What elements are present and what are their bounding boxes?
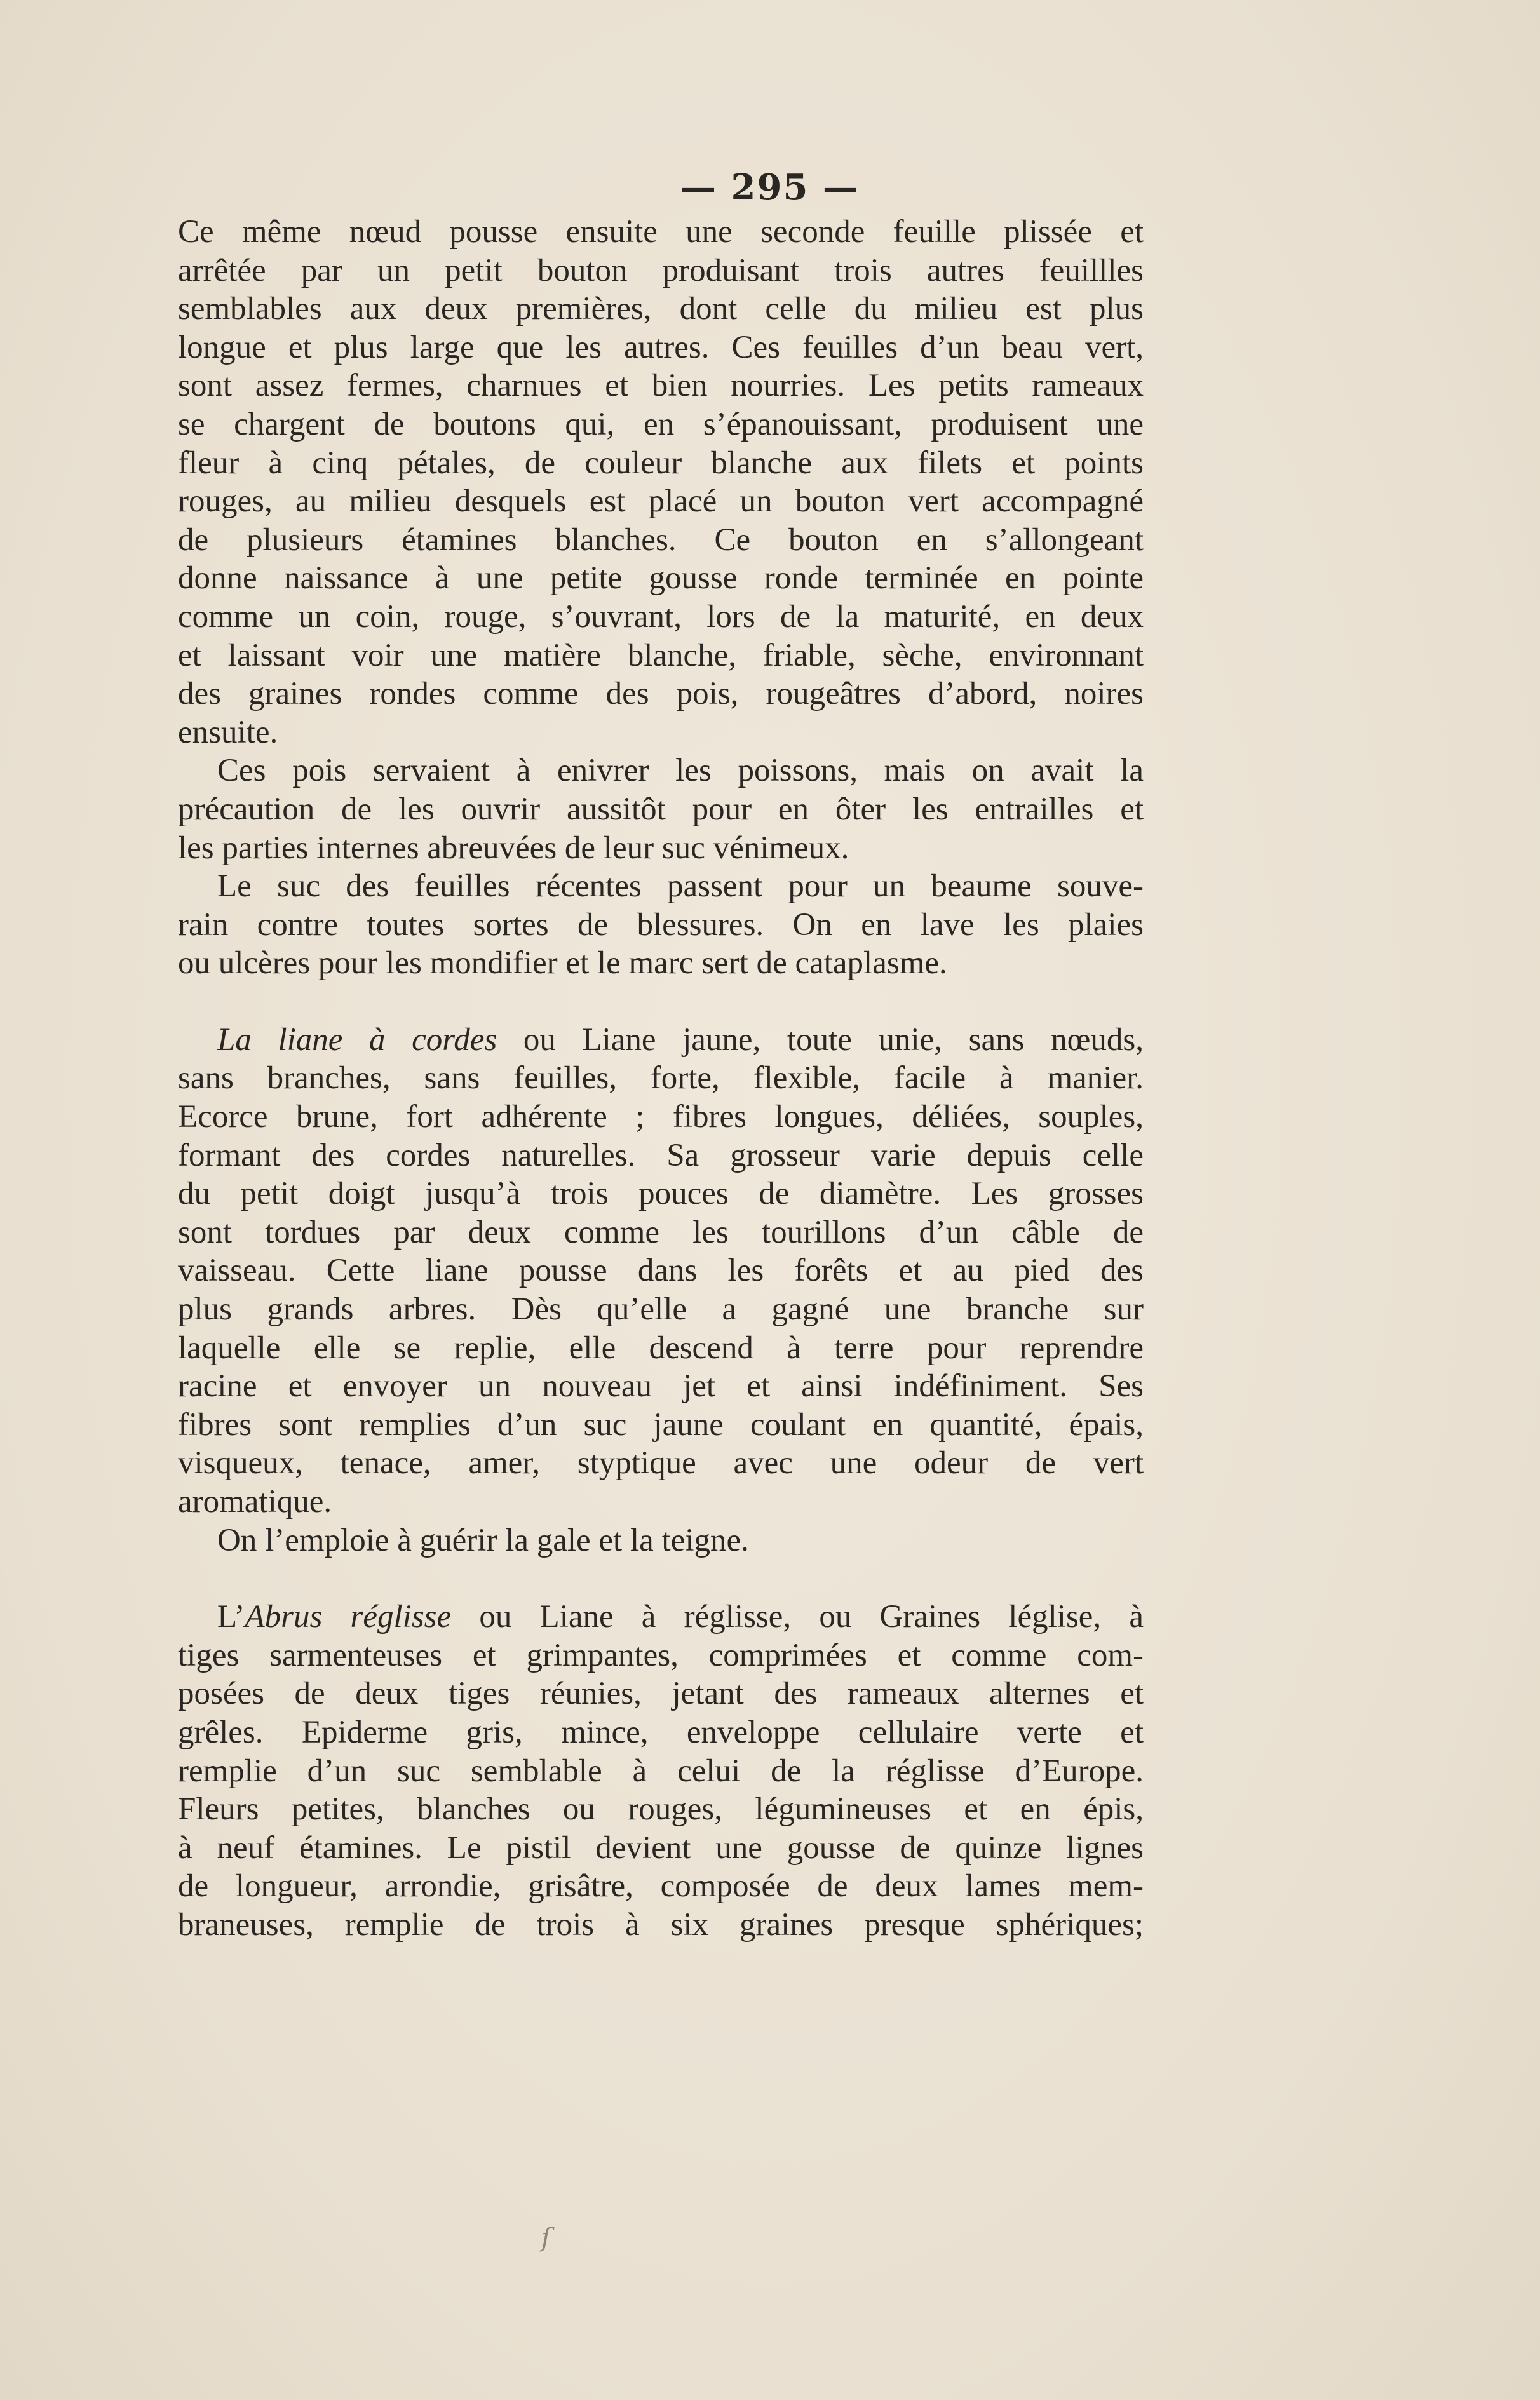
italic-term: La liane à cordes [217,1021,497,1058]
text-line: posées de deux tiges réunies, jetant des rameaux alternes et [178,1676,1144,1712]
text-line: aromatique. [178,1484,332,1520]
page-number: — 295 — [680,166,860,208]
text-line: plus grands arbres. Dès qu’elle a gagné une branche sur [178,1291,1144,1328]
text-fragment: L’ [217,1599,245,1635]
text-line: Ces pois servaient à enivrer les poissons, mais on avait la [217,753,1144,789]
text-line: à neuf étamines. Le pistil devient une gousse de quinze lignes [178,1830,1144,1866]
text-line: de longueur, arrondie, grisâtre, composée de deux lames mem- [178,1868,1144,1904]
paragraph-1 [178,213,1144,752]
paragraph-liane-a-cordes [178,1021,1144,1521]
text-line: du petit doigt jusqu’à trois pouces de diamètre. Les grosses [178,1176,1144,1212]
text-line: sans branches, sans feuilles, forte, flexible, facile à manier. [178,1060,1144,1096]
text-line: laquelle elle se replie, elle descend à terre pour reprendre [178,1330,1144,1366]
text-line: braneuses, remplie de trois à six graines presque sphériques; [178,1906,1144,1943]
text-line: grêles. Epiderme gris, mince, enveloppe cellulaire verte et [178,1714,1144,1750]
text-line: rain contre toutes sortes de blessures. On en lave les plaies [178,907,1144,943]
paragraph-5 [178,1521,1144,1560]
text-line: les parties internes abreuvées de leur suc vénimeux. [178,830,849,866]
text-line: comme un coin, rouge, s’ouvrant, lors de la maturité, en deux [178,598,1144,635]
text-line: des graines rondes comme des pois, rougeâtres d’abord, noires [178,676,1144,712]
text-line: fibres sont remplies d’un suc jaune coulant en quantité, épais, [178,1406,1144,1443]
text-line: arrêtée par un petit bouton produisant trois autres feuillles [178,252,1144,288]
text-line: de plusieurs étamines blanches. Ce bouton en s’allongeant [178,522,1144,558]
text-line: vaisseau. Cette liane pousse dans les forêts et au pied des [178,1253,1144,1289]
text-line: fleur à cinq pétales, de couleur blanche aux filets et points [178,445,1144,481]
text-line: remplie d’un suc semblable à celui de la réglisse d’Europe. [178,1753,1144,1789]
paragraph-abrus-reglisse [178,1598,1144,1944]
body-text [178,213,1144,1945]
text-line: sont assez fermes, charnues et bien nourries. Les petits rameaux [178,368,1144,404]
text-line: On l’emploie à guérir la gale et la teigne. [217,1522,749,1558]
text-line [178,1021,1144,1060]
text-line: Ecorce brune, fort adhérente ; fibres longues, déliées, souples, [178,1099,1144,1135]
text-line: et laissant voir une matière blanche, friable, sèche, environnant [178,637,1144,673]
text-line: sont tordues par deux comme les tourillons d’un câble de [178,1214,1144,1250]
text-line: donne naissance à une petite gousse ronde terminée en pointe [178,560,1144,597]
paragraph-3 [178,867,1144,983]
text-line: rouges, au milieu desquels est placé un bouton vert accompagné [178,483,1144,520]
text-line: Fleurs petites, blanches ou rouges, légumineuses et en épis, [178,1791,1144,1828]
text-line: longue et plus large que les autres. Ces feuilles d’un beau vert, [178,329,1144,365]
text-line: semblables aux deux premières, dont celle du milieu est plus [178,291,1144,327]
text-line [178,1598,1144,1636]
text-line: se chargent de boutons qui, en s’épanouissant, produisent une [178,406,1144,442]
paragraph-2 [178,752,1144,867]
text-line: ou ulcères pour les mondifier et le marc sert de cataplasme. [178,945,947,981]
text-line: Ce même nœud pousse ensuite une seconde feuille plissée et [178,214,1144,250]
text-fragment: ou Liane jaune, toute unie, sans nœuds, [497,1021,1144,1058]
text-line: ensuite. [178,714,278,750]
text-line: visqueux, tenace, amer, styptique avec une odeur de vert [178,1445,1144,1481]
footer-mark: ſ [541,2223,551,2253]
text-line: Le suc des feuilles récentes passent pour un beaume souve- [217,868,1144,905]
text-line: racine et envoyer un nouveau jet et ainsi indéfiniment. Ses [178,1368,1144,1405]
text-line: précaution de les ouvrir aussitôt pour en ôter les entrailles et [178,791,1144,827]
italic-term: Abrus réglisse [245,1599,452,1635]
text-fragment: ou Liane à réglisse, ou Graines léglise, à [451,1599,1144,1635]
text-line: tiges sarmenteuses et grimpantes, comprimées et comme com- [178,1637,1144,1673]
text-line: formant des cordes naturelles. Sa grosseur varie depuis celle [178,1137,1144,1173]
